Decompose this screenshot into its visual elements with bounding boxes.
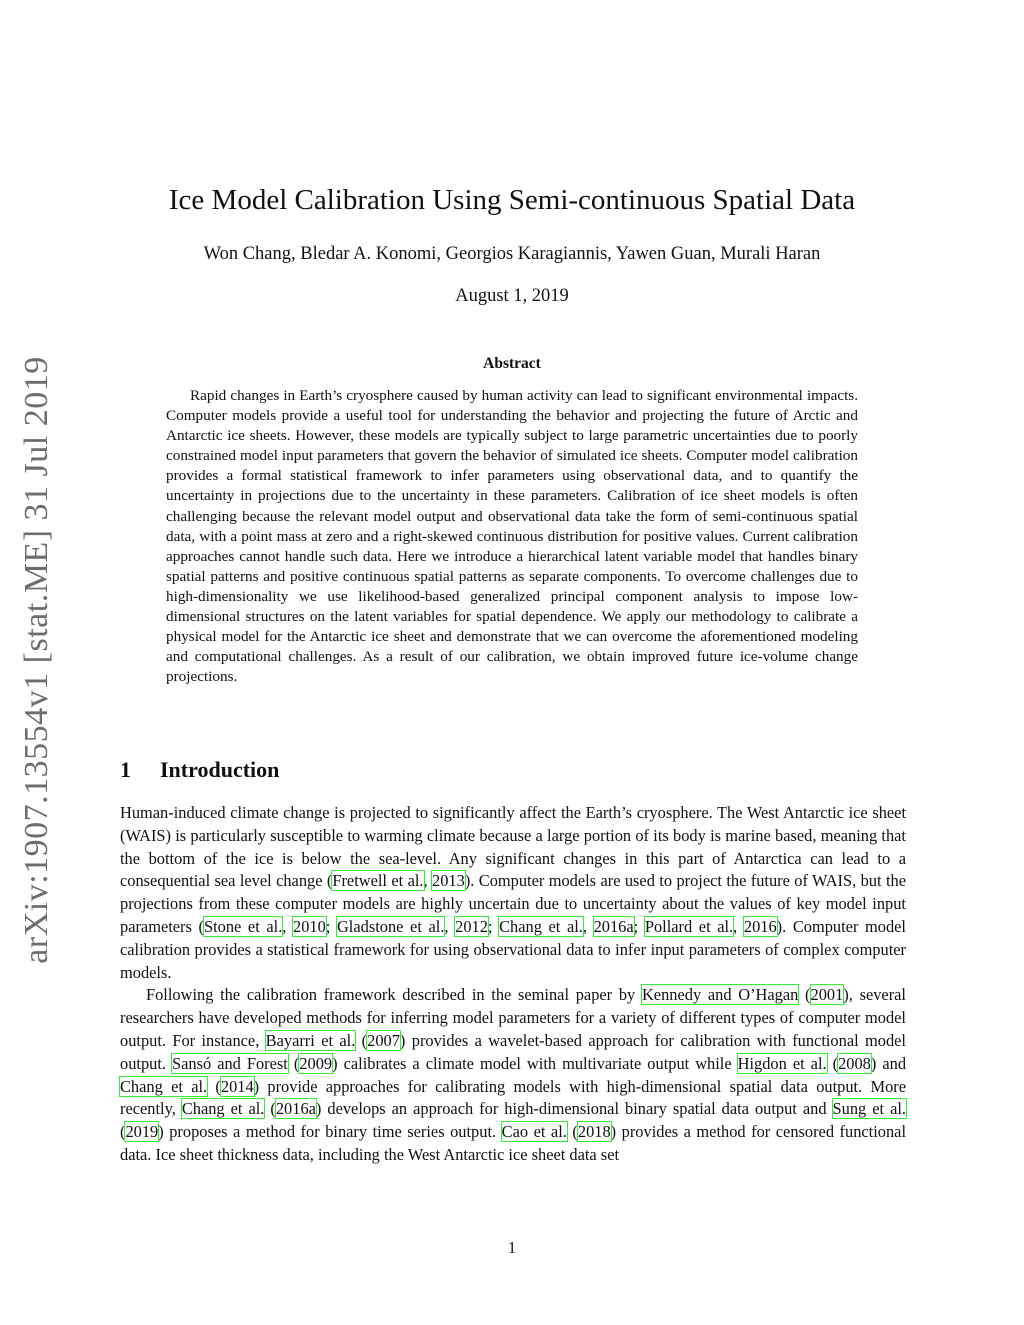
- text-run: Human-induced climate change is projected to significantly affect the Earth’s cryosphere. The West Antarctic ice sheet (WAIS) is particularly susceptible to warming climate because a large portion of its body is marine based, meaning that the bottom of the ice is below the sea-level. Any significant changes in this part of Antarctica can lead to a consequential sea level change (: [120, 803, 906, 891]
- text-run: ). Computer models are used to project the future of WAIS, but the projections from these computer models are highly uncertain due to uncertainty about the values of key model input parameters (: [120, 871, 906, 936]
- citation-year-link[interactable]: 2010: [293, 916, 326, 936]
- text-run: ) and: [870, 1053, 907, 1073]
- citation-year-link[interactable]: 2008: [838, 1053, 871, 1073]
- text-run: ) provides a method for censored functional data. Ice sheet thickness data, including the West Antarctic ice sheet data set: [120, 1122, 907, 1164]
- intro-paragraph-1: [120, 802, 906, 984]
- citation-year-link[interactable]: 2019: [125, 1122, 159, 1142]
- text-run: ) provide approaches for calibrating models with high-dimensional spatial data output. More recently,: [120, 1076, 906, 1119]
- text-run: ,: [282, 916, 294, 936]
- citation-link[interactable]: Stone et al.: [203, 916, 283, 936]
- text-run: ), several researchers have developed methods for inferring model parameters for a variety of different types of computer model output. For instance,: [120, 985, 906, 1050]
- citation-link[interactable]: Gladstone et al.: [336, 916, 445, 936]
- text-run: ,: [582, 916, 594, 936]
- citation-year-link[interactable]: 2014: [220, 1076, 254, 1096]
- arxiv-stamp: [12, 356, 62, 964]
- citation-link[interactable]: Higdon et al.: [737, 1053, 827, 1073]
- paper-title: Ice Model Calibration Using Semi-continuous Spatial Data: [168, 184, 856, 216]
- text-run: ,: [444, 916, 456, 936]
- abstract-text: Rapid changes in Earth’s cryosphere caused by human activity can lead to significant environmental impacts. Computer models provide a useful tool for understanding the behavior and projecting the future of Arctic and Antarctic ice sheets. However, these models are typically subject to large parametric uncertainties due to poorly constrained model input parameters that govern the behavior of simulated ice sheets. Computer model calibration provides a formal statistical framework to infer parameters using observational data, and to quantify the uncertainty in projections due to the uncertainty in these parameters. Calibration of ice sheet models is often challenging because the relevant model output and observational data take the form of semi-continuous spatial data, with a point mass at zero and a right-skewed continuous distribution for positive values. Current calibration approaches cannot handle such data. Here we introduce a hierarchical latent variable model that handles binary spatial patterns and positive continuous spatial patterns as separate components. To overcome challenges due to high-dimensionality we use likelihood-based generalized principal component analysis to impose low-dimensional structures on the latent variables for spatial dependence. We apply our methodology to calibrate a physical model for the Antarctic ice sheet and demonstrate that we can overcome the aforementioned modeling and computational challenges. As a result of our calibration, we obtain improved future ice-volume change projections.: [166, 387, 858, 686]
- text-run: ) proposes a method for binary time series output.: [158, 1122, 502, 1142]
- text-run: (: [287, 1053, 300, 1073]
- paper-date: August 1, 2019: [455, 286, 569, 306]
- text-run: ;: [325, 916, 337, 936]
- text-run: ). Computer model calibration provides a statistical framework for using observational data to infer input parameters of complex computer models.: [120, 916, 906, 982]
- text-run: (: [355, 1030, 368, 1050]
- citation-year-link[interactable]: 2013: [432, 871, 465, 891]
- citation-link[interactable]: Pollard et al.: [644, 916, 734, 936]
- citation-year-link[interactable]: 2012: [455, 916, 488, 936]
- citation-year-link[interactable]: 2009: [299, 1053, 333, 1073]
- text-run: (: [826, 1053, 839, 1073]
- introduction-body: [120, 802, 906, 1167]
- section-title: Introduction: [160, 757, 280, 782]
- text-run: ,: [423, 871, 433, 891]
- text-run: (: [798, 985, 811, 1005]
- text-run: (: [120, 1122, 126, 1142]
- text-run: ,: [733, 916, 744, 936]
- citation-link[interactable]: Chang et al.: [499, 916, 583, 936]
- citation-link[interactable]: Sansó and Forest: [172, 1053, 288, 1073]
- section-heading: [120, 757, 279, 783]
- text-run: ) provides a wavelet-based approach for calibration with functional model output.: [120, 1030, 906, 1073]
- intro-paragraph-2: [120, 984, 906, 1166]
- citation-link[interactable]: Bayarri et al.: [265, 1030, 356, 1050]
- text-run: (: [264, 1099, 276, 1119]
- citation-year-link[interactable]: 2001: [810, 985, 844, 1005]
- citation-year-link[interactable]: 2016a: [593, 916, 634, 936]
- page-number: 1: [507, 1238, 517, 1257]
- text-run: (: [566, 1122, 578, 1142]
- citation-year-link[interactable]: 2007: [367, 1030, 400, 1050]
- arxiv-identifier: arXiv:1907.13554v1 [stat.ME] 31 Jul 2019: [18, 356, 55, 964]
- text-run: ;: [487, 916, 500, 936]
- text-run: (: [207, 1076, 221, 1096]
- citation-link[interactable]: Chang et al.: [181, 1099, 265, 1119]
- citation-year-link[interactable]: 2018: [577, 1122, 611, 1142]
- citation-link[interactable]: Sung et al.: [832, 1099, 907, 1119]
- abstract-heading: Abstract: [483, 355, 541, 372]
- citation-link[interactable]: Cao et al.: [501, 1122, 567, 1142]
- paper-authors: Won Chang, Bledar A. Konomi, Georgios Karagiannis, Yawen Guan, Murali Haran: [203, 244, 821, 264]
- text-run: ) develops an approach for high-dimensional binary spatial data output and: [315, 1099, 833, 1119]
- citation-year-link[interactable]: 2016a: [275, 1099, 316, 1119]
- text-run: ;: [633, 916, 645, 936]
- citation-link[interactable]: Chang et al.: [120, 1076, 208, 1096]
- citation-link[interactable]: Fretwell et al.: [332, 871, 424, 891]
- text-run: Following the calibration framework described in the seminal paper by: [146, 985, 642, 1005]
- citation-year-link[interactable]: 2016: [743, 916, 777, 936]
- section-number: 1: [120, 757, 131, 782]
- text-run: ) calibrates a climate model with multivariate output while: [332, 1053, 738, 1073]
- citation-link[interactable]: Kennedy and O’Hagan: [641, 985, 799, 1005]
